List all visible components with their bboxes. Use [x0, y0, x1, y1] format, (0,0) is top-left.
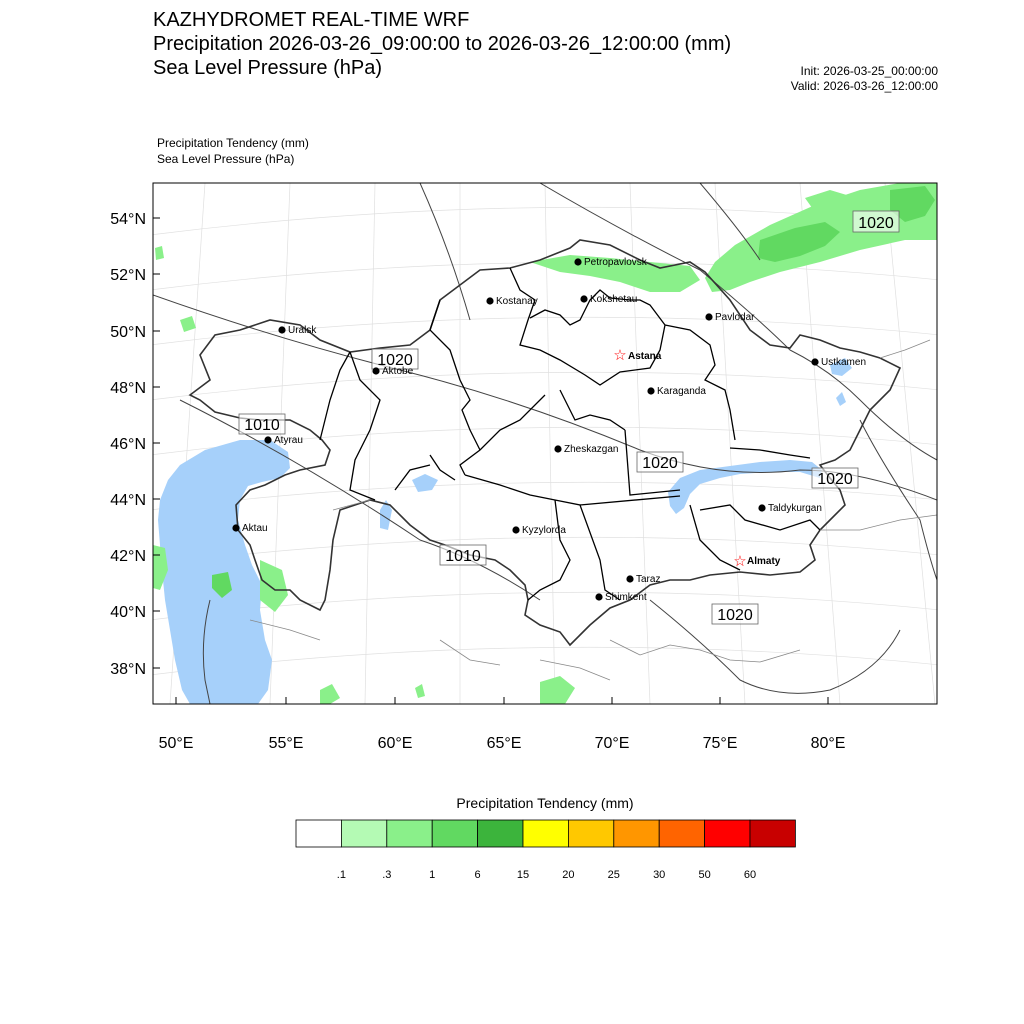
colorbar-tick-label: 30	[653, 869, 666, 881]
city-pavlodar	[705, 312, 755, 323]
svg-text:Kokshetau: Kokshetau	[590, 294, 638, 305]
isobar-label	[712, 604, 758, 624]
lon-label: 65°E	[486, 735, 522, 752]
svg-text:1020: 1020	[642, 455, 678, 472]
city-taldykurgan	[758, 503, 822, 514]
colorbar-swatch	[750, 820, 795, 847]
longitude-labels	[159, 735, 846, 752]
city-astana	[613, 347, 662, 364]
lat-label: 54°N	[110, 211, 146, 228]
colorbar-swatch	[659, 820, 704, 847]
city-shimkent	[595, 592, 647, 603]
city-markers	[232, 257, 866, 603]
svg-text:Kyzylorda: Kyzylorda	[522, 525, 566, 536]
lat-label: 50°N	[110, 324, 146, 341]
svg-text:Astana: Astana	[628, 351, 662, 362]
lon-label: 75°E	[702, 735, 738, 752]
colorbar-tick-label: 25	[607, 869, 620, 881]
svg-text:Ustkamen: Ustkamen	[821, 357, 867, 368]
lat-label: 42°N	[110, 548, 146, 565]
colorbar-tick-label: .3	[382, 869, 392, 881]
lat-label: 48°N	[110, 380, 146, 397]
svg-text:Atyrau: Atyrau	[274, 435, 303, 446]
svg-text:Karaganda: Karaganda	[657, 386, 706, 397]
svg-text:1020: 1020	[377, 352, 413, 369]
colorbar-tick-label: 15	[516, 869, 530, 881]
svg-text:Zheskazgan: Zheskazgan	[564, 444, 619, 455]
svg-text:Aktau: Aktau	[242, 523, 268, 534]
svg-text:Pavlodar: Pavlodar	[715, 312, 755, 323]
city-karaganda	[647, 386, 706, 397]
svg-text:Kostanay: Kostanay	[496, 296, 538, 307]
colorbar-title: Precipitation Tendency (mm)	[456, 795, 634, 811]
svg-text:1020: 1020	[817, 471, 853, 488]
colorbar-tick-label: 50	[698, 869, 711, 881]
capital-star-icon: ☆	[733, 553, 747, 570]
svg-text:Petropavlovsk: Petropavlovsk	[584, 257, 647, 268]
svg-text:Aktobe: Aktobe	[382, 366, 414, 377]
svg-text:Uralsk: Uralsk	[288, 325, 317, 336]
colorbar-swatch	[387, 820, 432, 847]
colorbar-swatch	[296, 820, 341, 847]
field-label-slp: Sea Level Pressure (hPa)	[157, 152, 295, 166]
lon-label: 70°E	[594, 735, 630, 752]
colorbar-tick-label: 6	[474, 869, 481, 881]
valid-time: Valid: 2026-03-26_12:00:00	[790, 79, 938, 93]
lat-label: 40°N	[110, 604, 146, 621]
isobar-label	[637, 452, 683, 472]
colorbar-tick-label: 1	[429, 869, 436, 881]
colorbar-swatch	[614, 820, 659, 847]
lat-label: 52°N	[110, 267, 146, 284]
lon-label: 80°E	[810, 735, 846, 752]
colorbar-swatch	[705, 820, 750, 847]
colorbar-swatch	[568, 820, 613, 847]
colorbar-tick-label: 20	[562, 869, 575, 881]
colorbar-tick-label: 60	[743, 869, 757, 881]
svg-text:1010: 1010	[244, 417, 280, 434]
latitude-labels	[110, 211, 146, 678]
colorbar	[296, 820, 795, 881]
city-kostanay	[486, 296, 537, 307]
chart-subtitle-precip: Precipitation 2026-03-26_09:00:00 to 2026-03-26_12:00:00 (mm)	[153, 33, 732, 55]
city-kyzylorda	[512, 525, 566, 536]
init-time: Init: 2026-03-25_00:00:00	[800, 64, 938, 78]
svg-text:Shimkent: Shimkent	[605, 592, 647, 603]
svg-text:Taraz: Taraz	[636, 574, 661, 585]
colorbar-swatch	[478, 820, 523, 847]
colorbar-swatch	[341, 820, 386, 847]
isobar-label	[440, 545, 486, 565]
colorbar-tick-label: .1	[336, 869, 346, 881]
lon-label: 55°E	[268, 735, 304, 752]
city-taraz	[626, 574, 660, 585]
lon-label: 60°E	[377, 735, 413, 752]
svg-text:Almaty: Almaty	[747, 556, 781, 567]
colorbar-swatch	[432, 820, 477, 847]
chart-title: KAZHYDROMET REAL-TIME WRF	[153, 9, 470, 31]
chart-subtitle-slp: Sea Level Pressure (hPa)	[153, 57, 383, 79]
isobar-label	[239, 414, 285, 434]
city-ustkamen	[811, 357, 866, 368]
isobar-label	[853, 211, 899, 232]
city-zheskazgan	[554, 444, 618, 455]
field-label-precip: Precipitation Tendency (mm)	[157, 136, 309, 150]
lat-label: 38°N	[110, 661, 146, 678]
svg-text:1010: 1010	[445, 548, 481, 565]
svg-text:1020: 1020	[858, 215, 894, 232]
lon-label: 50°E	[158, 735, 194, 752]
lat-label: 44°N	[110, 492, 146, 509]
city-almaty	[733, 553, 781, 570]
city-petropavlovsk	[574, 257, 647, 268]
svg-text:1020: 1020	[717, 607, 753, 624]
isobar-label	[812, 468, 858, 488]
lat-label: 46°N	[110, 436, 146, 453]
svg-text:Taldykurgan: Taldykurgan	[768, 503, 822, 514]
colorbar-swatch	[523, 820, 568, 847]
capital-star-icon: ☆	[613, 347, 627, 364]
